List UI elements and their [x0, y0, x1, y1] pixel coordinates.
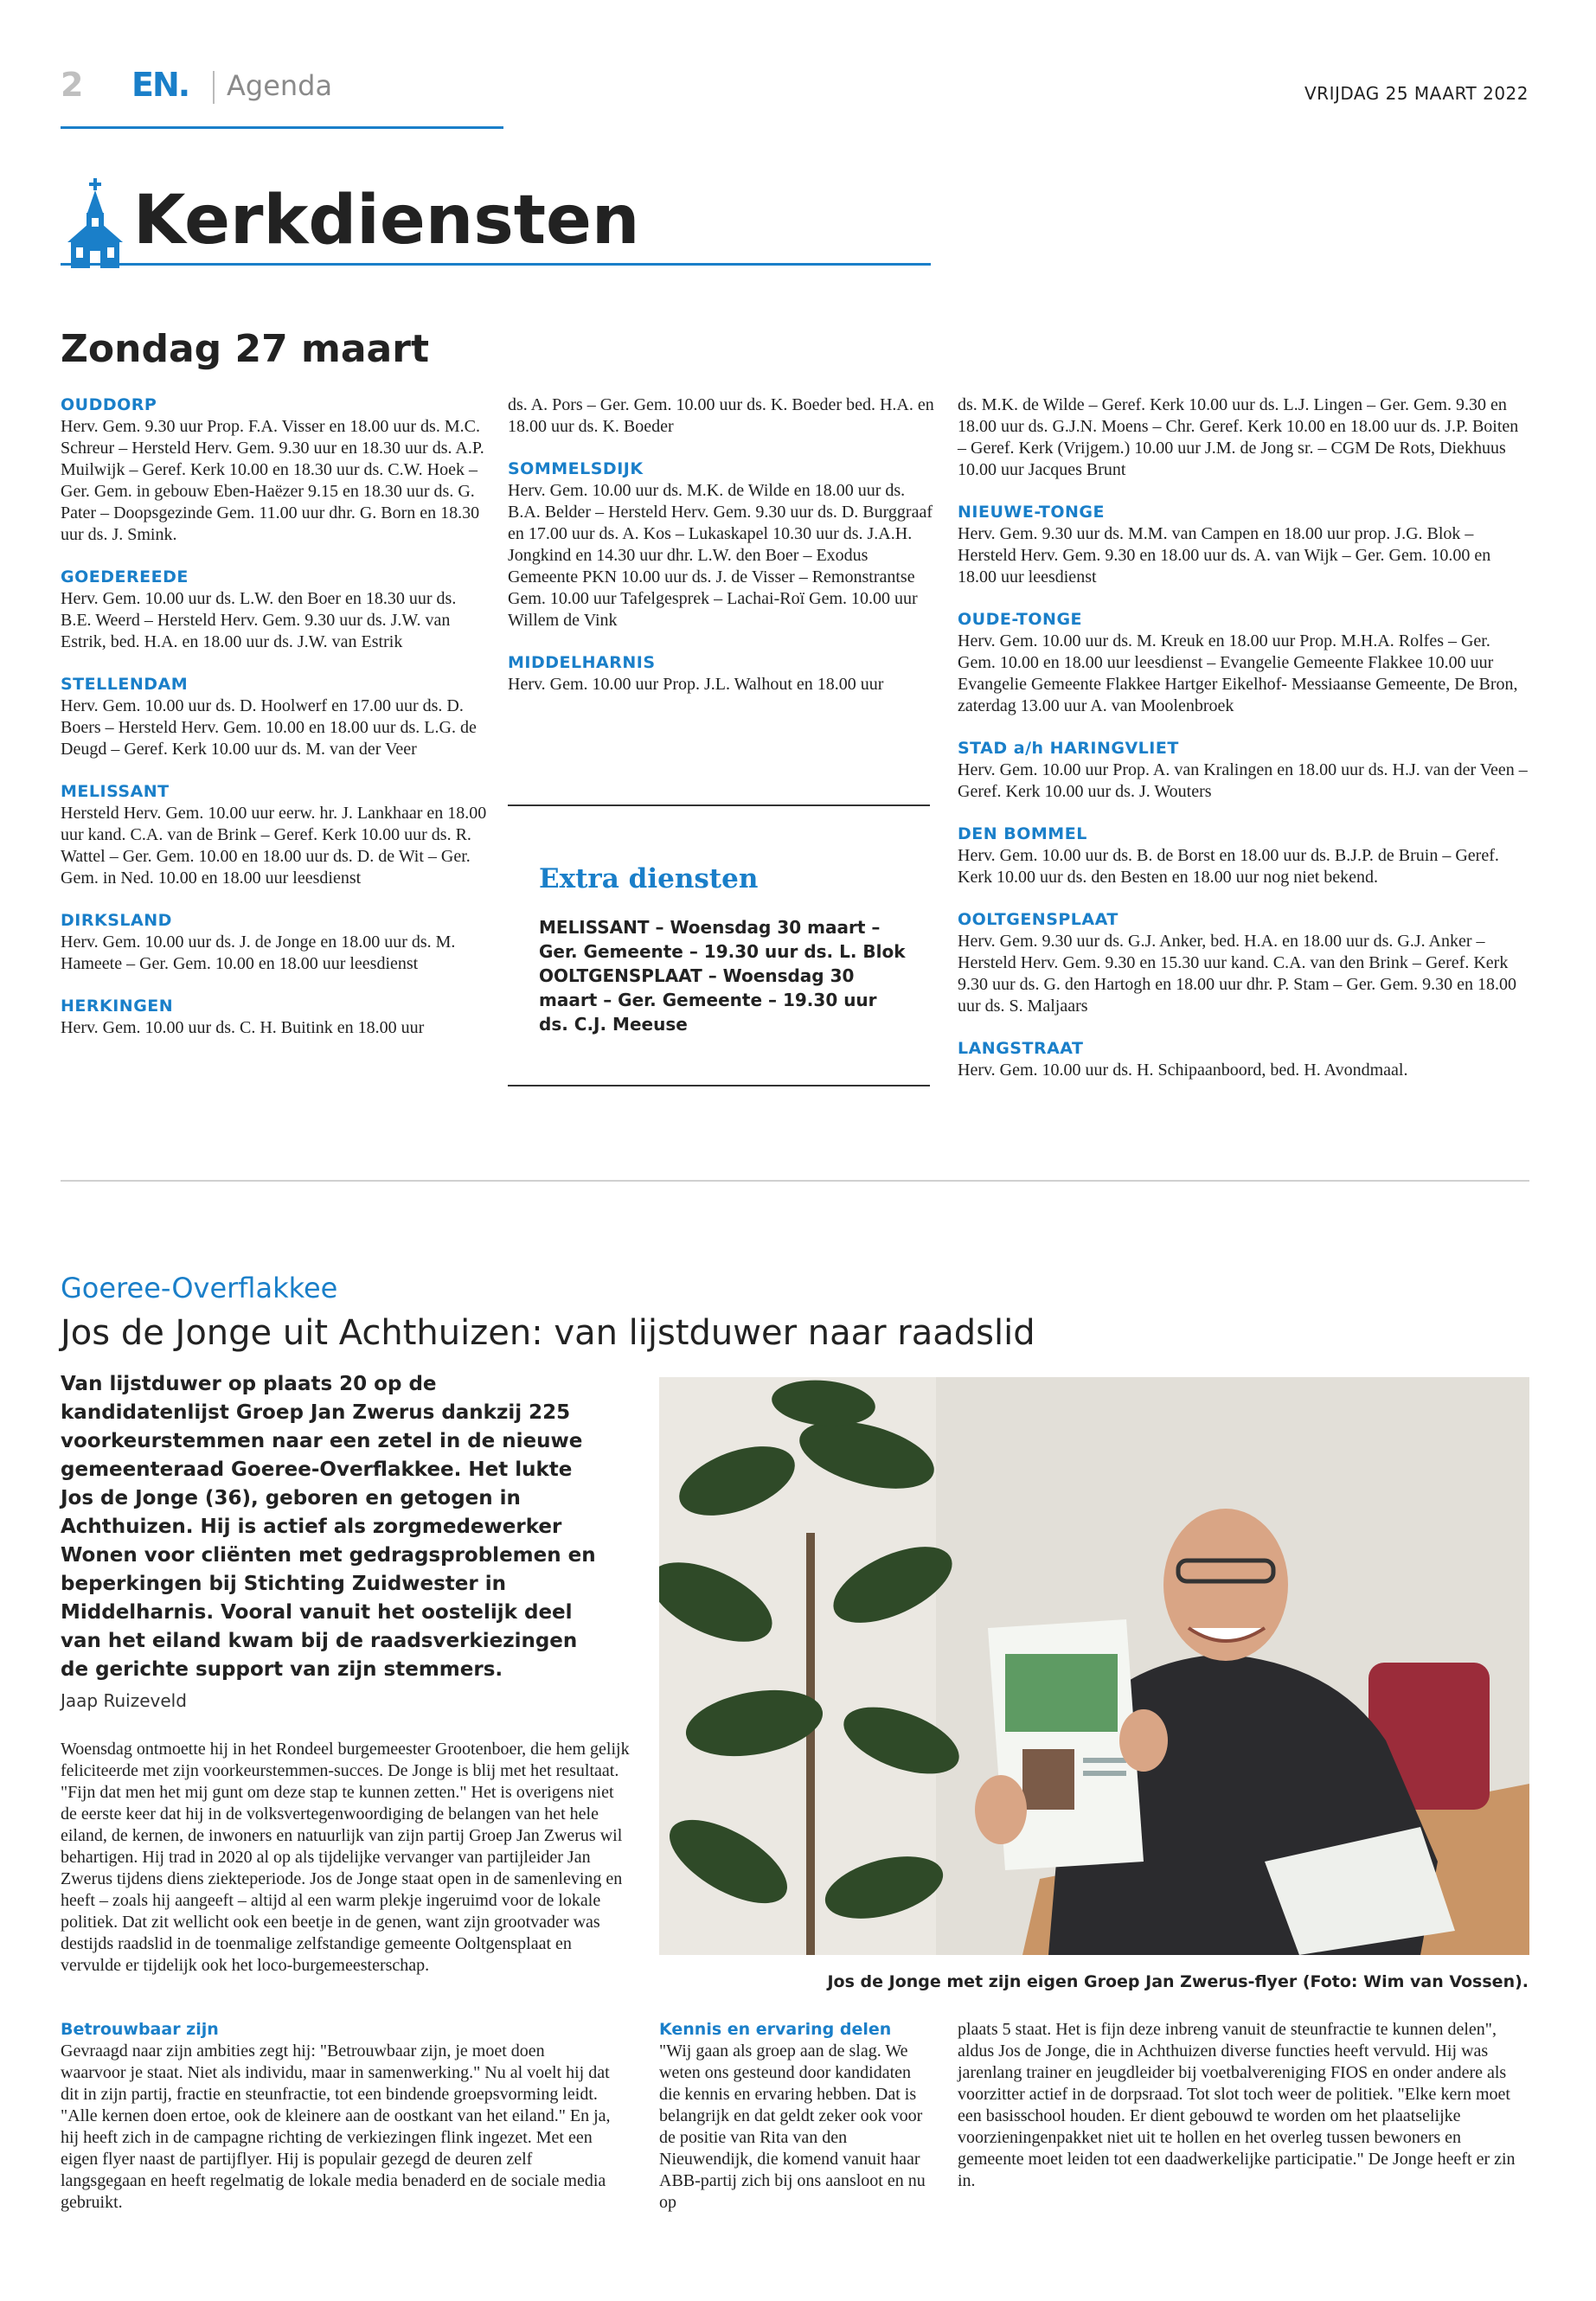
service-entry [61, 781, 488, 889]
service-entry-continued [958, 394, 1530, 481]
article-photo [659, 1377, 1529, 1955]
section-name: Agenda [227, 69, 333, 102]
issue-date: VRIJDAG 25 MAART 2022 [1304, 83, 1529, 104]
article-column-b [659, 2019, 927, 2214]
service-entry [61, 394, 488, 546]
article-author: Jaap Ruizeveld [61, 1690, 187, 1711]
article-paragraph: plaats 5 staat. Het is fijn deze inbreng vanuit de steunfractie te kunnen delen", aldus Jos de Jonge, die in Achthuizen diverse functies heeft vervuld. Hij was jarenlang trainer en jeugdleider bij voetbalvereniging FIOS en onder andere als voorzitter actief in de dorpsraad. Tot slot toch weer de politiek. "Elke kern moet een basisschool houden. Er dient gebouwd te worden om het plaatselijke voorzieningenpakket niet uit te hollen en het overleg tussen bewoners en gemeente moet leiden tot een daadwerkelijke participatie." De Jonge heeft er zin in. [958, 2020, 1516, 2190]
place-services: Herv. Gem. 10.00 uur ds. B. de Borst en 18.00 uur ds. B.J.P. de Bruin – Geref. Kerk 10.00 uur ds. den Besten en 18.00 uur nog niet bekend. [958, 846, 1499, 887]
photo-illustration [659, 1377, 1529, 1955]
place-services: Herv. Gem. 10.00 uur ds. H. Schipaanboord, bed. H. Avondmaal. [958, 1061, 1408, 1080]
service-entry [958, 502, 1530, 588]
service-entry [958, 1038, 1530, 1081]
place-name: STAD a/h HARINGVLIET [958, 739, 1179, 758]
place-services: Herv. Gem. 10.00 uur ds. M.K. de Wilde en 18.00 uur ds. B.A. Belder – Hersteld Herv. Gem. 9.30 uur ds. D. Burggraaf en 17.00 uur ds. A. Kos – Lukaskapel 10.30 uur ds. J.A.H. Jongkind en 14.30 uur dhr. L.W. den Boer – Exodus Gemeente PKN 10.00 uur ds. J. de Visser – Remonstrantse Gem. 10.00 uur Tafelgesprek – Lachai-Roï Gem. 10.00 uur Willem de Vink [508, 481, 933, 630]
place-services: Herv. Gem. 10.00 uur ds. J. de Jonge en 18.00 uur ds. M. Hameete – Ger. Gem. 10.00 en 18.00 uur leesdienst [61, 933, 456, 973]
services-column-1 [61, 394, 488, 1060]
place-services: Herv. Gem. 9.30 uur Prop. F.A. Visser en 18.00 uur ds. M.C. Schreur – Hersteld Herv. Gem. 9.30 uur en 18.30 uur ds. A.P. Muilwijk – Geref. Kerk 10.00 en 18.30 uur ds. C.W. Hoek – Ger. Gem. in gebouw Eben-Haëzer 9.15 en 18.30 uur ds. G. Pater – Doopsgezinde Gem. 11.00 uur dhr. G. Born en 18.30 uur ds. J. Smink. [61, 417, 484, 544]
place-name: LANGSTRAAT [958, 1039, 1084, 1058]
service-entry-continued [508, 394, 937, 438]
article-paragraph: "Wij gaan als groep aan de slag. We weten ons gesteund door kandidaten die kennis en ervaring hebben. Dat is belangrijk en dat geldt zeker ook voor de positie van Rita van den Nieuwendijk, die komend vanuit haar ABB-partij zich bij ons aansloot en nu op [659, 2041, 926, 2212]
place-name: STELLENDAM [61, 675, 189, 694]
place-services: Herv. Gem. 10.00 uur ds. L.W. den Boer en 18.30 uur ds. B.E. Weerd – Hersteld Herv. Gem. 9.30 uur ds. J.W. van Estrik, bed. H.A. en 18.00 uur ds. J.W. van Estrik [61, 589, 457, 651]
header-rule [61, 126, 503, 129]
service-entry [61, 567, 488, 653]
place-name: DEN BOMMEL [958, 824, 1087, 843]
place-services: ds. A. Pors – Ger. Gem. 10.00 uur ds. K. Boeder bed. H.A. en 18.00 uur ds. K. Boeder [508, 395, 934, 436]
place-name: OUDE-TONGE [958, 610, 1083, 629]
kerkdiensten-rule [61, 263, 931, 266]
place-name: MIDDELHARNIS [508, 653, 656, 672]
article-intro: Van lijstduwer op plaats 20 op de kandidatenlijst Groep Jan Zwerus dankzij 225 voorkeurstemmen naar een zetel in de nieuwe gemeenteraad Goeree-Overflakkee. Het lukte Jos de Jonge (36), geboren en getogen in Achthuizen. Hij is actief als zorgmedewerker Wonen voor cliënten met gedragsproblemen en beperkingen bij Stichting Zuidwester in Middelharnis. Vooral vanuit het oostelijk deel van het eiland kwam bij de raadsverkiezingen de gerichte support van zijn stemmers. [61, 1373, 596, 1681]
service-entry [508, 458, 937, 631]
place-name: HERKINGEN [61, 997, 174, 1016]
article-subheading: Kennis en ervaring delen [659, 2020, 892, 2039]
service-entry [958, 609, 1530, 717]
place-services: Herv. Gem. 9.30 uur ds. M.M. van Campen en 18.00 uur prop. J.G. Blok – Hersteld Herv. Gem. 9.30 en 18.00 uur ds. A. van Wijk – Ger. Gem. 10.00 en 18.00 uur leesdienst [958, 524, 1491, 586]
section-divider [61, 1180, 1529, 1182]
place-name: MELISSANT [61, 782, 170, 801]
place-services: Herv. Gem. 10.00 uur ds. C. H. Buitink en 18.00 uur [61, 1018, 425, 1037]
place-services: Hersteld Herv. Gem. 10.00 uur eerw. hr. J. Lankhaar en 18.00 uur kand. C.A. van de Brink – Geref. Kerk 10.00 uur ds. R. Wattel – Ger. Gem. 10.00 en 18.00 uur ds. D. de Wit – Ger. Gem. in Ned. 10.00 en 18.00 uur leesdienst [61, 804, 487, 888]
article-headline: Jos de Jonge uit Achthuizen: van lijstduwer naar raadslid [61, 1313, 1035, 1353]
place-name: OOLTGENSPLAAT [958, 910, 1118, 929]
place-services: Herv. Gem. 10.00 uur Prop. J.L. Walhout en 18.00 uur [508, 675, 884, 694]
place-services: ds. M.K. de Wilde – Geref. Kerk 10.00 uur ds. L.J. Lingen – Ger. Gem. 9.30 en 18.00 uur ds. G.J.N. Moens – Chr. Geref. Kerk 10.00 en 18.00 uur ds. J.P. Boiten – Geref. Kerk (Vrijgem.) 10.00 uur J.M. de Jong sr. – CGM De Rots, Diekhuus 10.00 uur Jacques Brunt [958, 395, 1519, 479]
services-column-2 [508, 394, 937, 716]
extra-services-box [508, 804, 930, 1086]
place-name: NIEUWE-TONGE [958, 503, 1105, 522]
place-name: SOMMELSDIJK [508, 459, 644, 478]
extra-services-text: MELISSANT – Woensdag 30 maart – Ger. Gemeente – 19.30 uur ds. L. Blok OOLTGENSPLAAT – Woensdag 30 maart – Ger. Gemeente – 19.30 uur ds. C.J. Meeuse [539, 917, 906, 1035]
article-column-a [61, 2019, 614, 2214]
article-paragraph: Gevraagd naar zijn ambities zegt hij: "Betrouwbaar zijn, je moet doen waarvoor je staat. Niet als individu, maar in samenwerking." Nu al voelt hij dat dit in zijn partij, fractie en steunfractie, tot een bindende groepsvorming leidt. "Alle kernen doen ertoe, ook de kleinere aan de oostkant van het eiland." En ja, hij heeft zich in de campagne richting de verkiezingen flink ingezet. Met een eigen flyer naast de partijflyer. Hij is populair gezegd de deuren zelf langsgegaan en heeft regelmatig de lokale media benaderd en de sociale media gebruikt. [61, 2041, 611, 2212]
place-services: Herv. Gem. 9.30 uur ds. G.J. Anker, bed. H.A. en 18.00 uur ds. G.J. Anker – Hersteld Herv. Gem. 9.30 en 15.30 uur kand. C.A. van den Brink – Geref. Kerk 9.30 uur ds. G. den Hartogh en 18.00 uur dhr. P. Stam – Ger. Gem. 9.30 en 18.00 uur ds. S. Maljaars [958, 932, 1517, 1016]
services-column-3 [958, 394, 1530, 1102]
article-subheading: Betrouwbaar zijn [61, 2020, 219, 2039]
place-name: GOEDEREEDE [61, 567, 189, 586]
article-body: Woensdag ontmoette hij in het Rondeel burgemeester Grootenboer, die hem gelijk feliciteerde met zijn voorkeurstemmen-succes. De Jonge is blij met het resultaat. "Fijn dat men het mij gunt om deze stap te kunnen zetten." Het is overigens niet de eerste keer dat hij in de volksvertegenwoordiging de belangen van het hele eiland, de kernen, de inwoners en natuurlijk van zijn partij Groep Jan Zwerus wil behartigen. Hij trad in 2020 al op als tijdelijke vervanger van partijleider Jan Zwerus tijdens diens ziekteperiode. Jos de Jonge staat open in de samenleving en heeft – zoals hij aangeeft – altijd al een warm plekje ingeruimd voor de lokale politiek. Dat zit wellicht ook een beetje in de genen, want zijn grootvader was destijds raadslid in de toenmalige zelfstandige gemeente Ooltgensplaat en vervulde er tijdelijk ook het loco-burgemeesterschap. [61, 1740, 630, 1975]
place-services: Herv. Gem. 10.00 uur ds. D. Hoolwerf en 17.00 uur ds. D. Boers – Hersteld Herv. Gem. 10.00 en 18.00 uur ds. L.G. de Deugd – Geref. Kerk 10.00 uur ds. M. van der Veer [61, 696, 477, 759]
page-number: 2 [61, 66, 84, 104]
service-entry [958, 738, 1530, 803]
service-entry [958, 909, 1530, 1017]
place-name: DIRKSLAND [61, 911, 172, 930]
service-entry [61, 996, 488, 1039]
article-kicker: Goeree-Overflakkee [61, 1272, 338, 1304]
place-services: Herv. Gem. 10.00 uur Prop. A. van Kralingen en 18.00 uur ds. H.J. van der Veen – Geref. Kerk 10.00 uur ds. J. Wouters [958, 760, 1528, 801]
service-entry [61, 910, 488, 975]
service-entry [508, 652, 937, 695]
header-divider [213, 71, 215, 104]
newspaper-logo: EN. [131, 66, 189, 104]
kerkdiensten-title: Kerkdiensten [133, 182, 640, 260]
extra-services-title: Extra diensten [539, 863, 759, 894]
place-name: OUDDORP [61, 395, 157, 414]
article-column-c [958, 2019, 1529, 2192]
service-day-title: Zondag 27 maart [61, 327, 429, 371]
place-services: Herv. Gem. 10.00 uur ds. M. Kreuk en 18.00 uur Prop. M.H.A. Rolfes – Ger. Gem. 10.00 en 18.00 uur leesdienst – Evangelie Gemeente Flakkee 10.00 uur Evangelie Gemeente Flakkee Hartger Eikelhof- Messiaanse Gemeente, De Bron, zaterdag 13.00 uur A. van Moolenbroek [958, 631, 1518, 715]
service-entry [958, 824, 1530, 888]
church-icon [64, 178, 126, 268]
photo-caption: Jos de Jonge met zijn eigen Groep Jan Zwerus-flyer (Foto: Wim van Vossen). [827, 1972, 1529, 1991]
service-entry [61, 674, 488, 760]
